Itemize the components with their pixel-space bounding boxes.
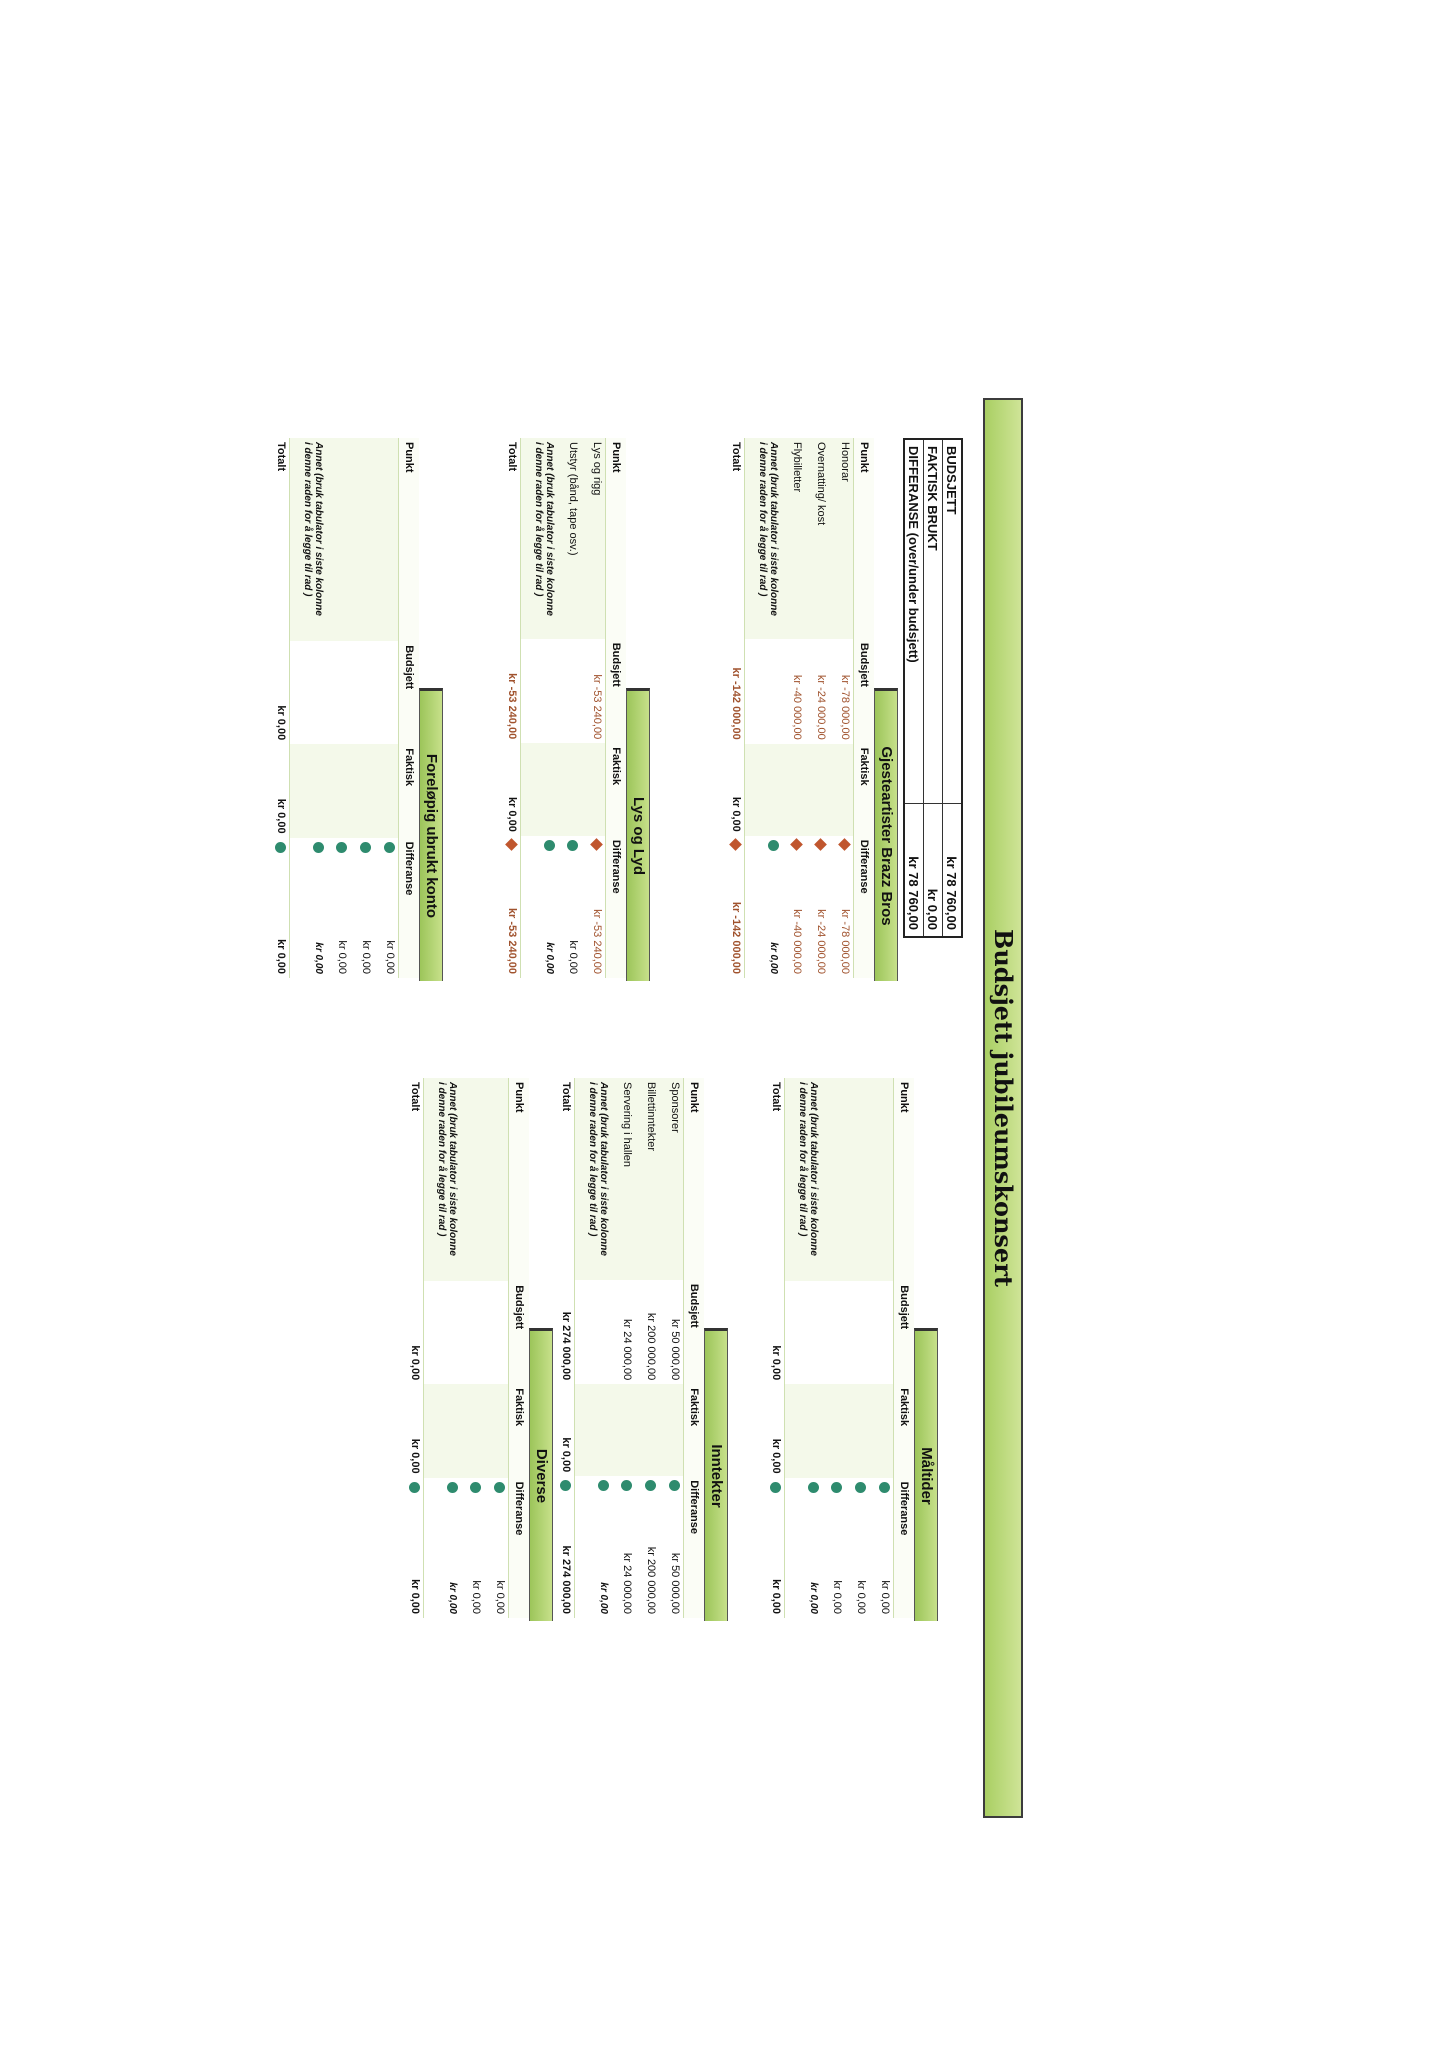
- status-dot-icon: [832, 1482, 843, 1493]
- differanse-wrap: [621, 1480, 633, 1614]
- section-table: [496, 438, 626, 978]
- faktisk-cell[interactable]: [484, 1384, 509, 1477]
- warning-diamond-icon: [591, 838, 604, 851]
- differanse-cell[interactable]: [350, 838, 374, 978]
- punkt-cell[interactable]: Utstyr (bånd, tape osv.): [557, 438, 581, 639]
- differanse-value: kr 0,00: [275, 939, 287, 974]
- section-table: [399, 1078, 529, 1618]
- column-header-faktisk: Faktisk: [854, 744, 875, 836]
- budsjett-cell[interactable]: kr -78 000,00: [839, 674, 851, 740]
- annet-line2: i denne raden for å legge til rad ): [797, 1082, 808, 1237]
- budsjett-cell[interactable]: [460, 1281, 484, 1384]
- annet-label[interactable]: [575, 1078, 612, 1280]
- annet-row: [575, 1078, 612, 1618]
- differanse-cell[interactable]: [557, 836, 581, 978]
- annet-line1: Annet (bruk tabulator i siste kolonne: [768, 442, 779, 616]
- table-row: [460, 1078, 484, 1618]
- warning-diamond-icon: [730, 838, 743, 851]
- differanse-value: kr -78 000,00: [839, 909, 851, 974]
- totalt-faktisk[interactable]: kr 0,00: [399, 1384, 424, 1477]
- table-row: [821, 1078, 845, 1618]
- status-dot-icon: [410, 1482, 421, 1493]
- totalt-label: Totalt: [760, 1078, 785, 1281]
- punkt-cell[interactable]: Overnatting/ kost: [805, 438, 829, 639]
- differanse-cell[interactable]: [760, 1478, 785, 1618]
- faktisk-cell[interactable]: [829, 744, 854, 836]
- page-title: Budsjett jubileumskonsert: [983, 398, 1023, 1818]
- section-table: [720, 438, 874, 978]
- section-diverse: [399, 1078, 553, 1618]
- differanse-value: kr 0,00: [770, 1579, 782, 1614]
- budsjett-cell[interactable]: [845, 1281, 869, 1384]
- faktisk-cell[interactable]: [781, 744, 805, 836]
- differanse-cell[interactable]: [399, 1478, 424, 1618]
- faktisk-cell[interactable]: [460, 1384, 484, 1477]
- budsjett-cell[interactable]: kr -24 000,00: [815, 674, 827, 740]
- section-gjesteartister: [720, 438, 898, 978]
- budsjett-cell[interactable]: kr -40 000,00: [791, 674, 803, 740]
- status-dot-icon: [808, 1482, 819, 1493]
- column-header-budsjett: Budsjett: [606, 639, 627, 743]
- table-row: [635, 1078, 659, 1618]
- budsjett-cell[interactable]: [326, 641, 350, 744]
- differanse-cell[interactable]: [785, 1478, 822, 1618]
- differanse-wrap: [770, 1482, 782, 1614]
- differanse-wrap: [360, 842, 372, 974]
- budsjett-cell[interactable]: kr -53 240,00: [591, 674, 603, 740]
- faktisk-cell[interactable]: [557, 743, 581, 836]
- differanse-wrap: [808, 1482, 819, 1614]
- annet-line1: Annet (bruk tabulator i siste kolonne: [598, 1082, 609, 1256]
- annet-line2: i denne raden for å legge til rad ): [436, 1082, 447, 1237]
- budsjett-cell[interactable]: [785, 1281, 822, 1384]
- differanse-cell[interactable]: [424, 1478, 461, 1618]
- totalt-label: Totalt: [720, 438, 745, 639]
- differanse-wrap: [831, 1482, 843, 1614]
- status-dot-icon: [856, 1482, 867, 1493]
- budsjett-cell[interactable]: [424, 1281, 461, 1384]
- section-title: Inntekter: [704, 1328, 728, 1621]
- table-row: [845, 1078, 869, 1618]
- differanse-wrap: [768, 840, 779, 974]
- column-header-punkt: Punkt: [606, 438, 627, 639]
- differanse-value: kr 0,00: [544, 942, 555, 974]
- differanse-cell[interactable]: [659, 1476, 684, 1618]
- differanse-cell[interactable]: [290, 838, 327, 978]
- summary-budsjett-value[interactable]: kr 78 760,00: [943, 804, 963, 938]
- differanse-value: kr 0,00: [598, 1582, 609, 1614]
- column-header-budsjett: Budsjett: [509, 1281, 530, 1384]
- differanse-value: kr 0,00: [494, 1580, 506, 1614]
- annet-line2: i denne raden for å legge til rad ): [533, 442, 544, 597]
- totalt-row: [760, 1078, 785, 1618]
- totalt-budsjett[interactable]: kr 0,00: [265, 641, 290, 744]
- differanse-value: kr -53 240,00: [506, 907, 518, 974]
- differanse-wrap: [494, 1482, 506, 1614]
- budsjett-cell[interactable]: [869, 1281, 894, 1384]
- differanse-wrap: [506, 840, 518, 974]
- table-row: [484, 1078, 509, 1618]
- punkt-cell[interactable]: [869, 1078, 894, 1281]
- summary-differanse-row: [904, 439, 924, 937]
- differanse-wrap: [855, 1482, 867, 1614]
- punkt-cell[interactable]: Sponsorer: [659, 1078, 684, 1280]
- differanse-wrap: [791, 840, 803, 974]
- summary-faktisk-row: [924, 439, 943, 937]
- header-row: [399, 438, 420, 978]
- totalt-budsjett[interactable]: kr 0,00: [760, 1281, 785, 1384]
- column-header-faktisk: Faktisk: [399, 744, 420, 837]
- annet-line1: Annet (bruk tabulator i siste kolonne: [313, 442, 324, 616]
- column-header-differanse: Differanse: [684, 1476, 705, 1618]
- faktisk-cell[interactable]: [635, 1384, 659, 1476]
- totalt-budsjett[interactable]: kr 274 000,00: [550, 1280, 575, 1384]
- differanse-value: kr 50 000,00: [669, 1552, 681, 1614]
- differanse-value: kr 24 000,00: [621, 1552, 633, 1614]
- faktisk-cell[interactable]: [845, 1384, 869, 1477]
- section-inntekter: [550, 1078, 728, 1618]
- section-table: [265, 438, 419, 978]
- summary-budsjett-label: BUDSJETT: [943, 439, 963, 804]
- budsjett-cell[interactable]: [484, 1281, 509, 1384]
- differanse-cell[interactable]: [484, 1478, 509, 1618]
- status-dot-icon: [568, 840, 579, 851]
- column-header-budsjett: Budsjett: [854, 639, 875, 744]
- differanse-value: kr 0,00: [879, 1580, 891, 1614]
- annet-label[interactable]: [745, 438, 782, 639]
- table-row: [781, 438, 805, 978]
- differanse-value: kr 0,00: [808, 1582, 819, 1614]
- differanse-wrap: [567, 840, 579, 974]
- status-dot-icon: [771, 1482, 782, 1493]
- annet-line1: Annet (bruk tabulator i siste kolonne: [447, 1082, 458, 1256]
- totalt-label: Totalt: [399, 1078, 424, 1281]
- differanse-value: kr -142 000,00: [730, 901, 742, 974]
- differanse-wrap: [879, 1482, 891, 1614]
- annet-line1: Annet (bruk tabulator i siste kolonne: [544, 442, 555, 616]
- section-table: [550, 1078, 704, 1618]
- column-header-punkt: Punkt: [509, 1078, 530, 1281]
- status-dot-icon: [313, 842, 324, 853]
- punkt-cell[interactable]: [374, 438, 399, 641]
- status-dot-icon: [768, 840, 779, 851]
- header-row: [684, 1078, 705, 1618]
- column-header-faktisk: Faktisk: [684, 1384, 705, 1476]
- totalt-budsjett[interactable]: kr -53 240,00: [496, 639, 521, 743]
- annet-label[interactable]: [785, 1078, 822, 1281]
- status-dot-icon: [880, 1482, 891, 1493]
- punkt-cell[interactable]: Flybilletter: [781, 438, 805, 639]
- differanse-wrap: [815, 840, 827, 974]
- differanse-value: kr 0,00: [768, 942, 779, 974]
- differanse-value: kr 0,00: [360, 940, 372, 974]
- budsjett-cell[interactable]: [557, 639, 581, 743]
- differanse-cell[interactable]: [635, 1476, 659, 1618]
- differanse-cell[interactable]: [611, 1476, 635, 1618]
- totalt-row: [265, 438, 290, 978]
- budsjett-cell[interactable]: kr 24 000,00: [621, 1319, 633, 1381]
- budsjett-cell[interactable]: [575, 1280, 612, 1384]
- totalt-row: [496, 438, 521, 978]
- faktisk-cell[interactable]: [869, 1384, 894, 1477]
- budsjett-cell[interactable]: [821, 1281, 845, 1384]
- table-row: [805, 438, 829, 978]
- differanse-value: kr 0,00: [384, 940, 396, 974]
- differanse-cell[interactable]: [821, 1478, 845, 1618]
- section-title: Måltider: [914, 1328, 938, 1621]
- differanse-wrap: [470, 1482, 482, 1614]
- annet-line2: i denne raden for å legge til rad ): [757, 442, 768, 597]
- punkt-cell[interactable]: [845, 1078, 869, 1281]
- column-header-differanse: Differanse: [894, 1478, 915, 1618]
- faktisk-cell[interactable]: [350, 744, 374, 837]
- table-row: [659, 1078, 684, 1618]
- differanse-wrap: [275, 842, 287, 974]
- faktisk-cell[interactable]: [290, 744, 327, 837]
- faktisk-cell[interactable]: [745, 744, 782, 836]
- column-header-budsjett: Budsjett: [684, 1280, 705, 1384]
- faktisk-cell[interactable]: [326, 744, 350, 837]
- differanse-cell[interactable]: [550, 1476, 575, 1618]
- summary-table: [903, 438, 963, 938]
- status-dot-icon: [598, 1480, 609, 1491]
- status-dot-icon: [561, 1480, 572, 1491]
- differanse-cell[interactable]: [326, 838, 350, 978]
- totalt-row: [399, 1078, 424, 1618]
- warning-diamond-icon: [839, 838, 852, 851]
- budsjett-cell[interactable]: [290, 641, 327, 744]
- totalt-label: Totalt: [265, 438, 290, 641]
- column-header-faktisk: Faktisk: [606, 743, 627, 836]
- column-header-punkt: Punkt: [854, 438, 875, 639]
- totalt-budsjett[interactable]: kr 0,00: [399, 1281, 424, 1384]
- budsjett-cell[interactable]: kr 50 000,00: [669, 1319, 681, 1381]
- differanse-value: kr 0,00: [409, 1579, 421, 1614]
- differanse-cell[interactable]: [805, 836, 829, 978]
- faktisk-cell[interactable]: [805, 744, 829, 836]
- differanse-wrap: [313, 842, 324, 974]
- section-title: Diverse: [529, 1328, 553, 1621]
- punkt-cell[interactable]: [460, 1078, 484, 1281]
- differanse-value: kr 200 000,00: [645, 1546, 657, 1614]
- column-header-differanse: Differanse: [854, 836, 875, 978]
- totalt-faktisk[interactable]: kr 0,00: [265, 744, 290, 837]
- annet-row: [521, 438, 558, 978]
- warning-diamond-icon: [815, 838, 828, 851]
- punkt-cell[interactable]: Lys og rigg: [581, 438, 606, 639]
- warning-diamond-icon: [506, 838, 519, 851]
- status-dot-icon: [385, 842, 396, 853]
- differanse-value: kr -40 000,00: [791, 909, 803, 974]
- header-row: [854, 438, 875, 978]
- differanse-cell[interactable]: [460, 1478, 484, 1618]
- totalt-faktisk[interactable]: kr 0,00: [720, 744, 745, 836]
- summary-differanse-label: DIFFERANSE (over/under budsjett): [904, 439, 924, 804]
- annet-row: [785, 1078, 822, 1618]
- status-dot-icon: [276, 842, 287, 853]
- column-header-punkt: Punkt: [894, 1078, 915, 1281]
- column-header-budsjett: Budsjett: [894, 1281, 915, 1384]
- differanse-wrap: [560, 1480, 572, 1614]
- differanse-value: kr 0,00: [831, 1580, 843, 1614]
- table-row: [611, 1078, 635, 1618]
- punkt-cell[interactable]: [484, 1078, 509, 1281]
- status-dot-icon: [670, 1480, 681, 1491]
- faktisk-cell[interactable]: [659, 1384, 684, 1476]
- differanse-wrap: [730, 840, 742, 974]
- differanse-cell[interactable]: [869, 1478, 894, 1618]
- differanse-cell[interactable]: [829, 836, 854, 978]
- differanse-wrap: [447, 1482, 458, 1614]
- differanse-value: kr 0,00: [470, 1580, 482, 1614]
- annet-line1: Annet (bruk tabulator i siste kolonne: [808, 1082, 819, 1256]
- budsjett-cell[interactable]: [350, 641, 374, 744]
- table-row: [581, 438, 606, 978]
- differanse-cell[interactable]: [745, 836, 782, 978]
- totalt-faktisk[interactable]: kr 0,00: [550, 1384, 575, 1476]
- column-header-punkt: Punkt: [399, 438, 420, 641]
- status-dot-icon: [544, 840, 555, 851]
- differanse-cell[interactable]: [265, 838, 290, 978]
- section-title: Lys og Lyd: [626, 688, 650, 981]
- section-title: Foreløpig ubrukt konto: [419, 688, 443, 981]
- status-dot-icon: [471, 1482, 482, 1493]
- annet-row: [745, 438, 782, 978]
- section-lys-og-lyd: [496, 438, 650, 978]
- budsjett-cell[interactable]: kr 200 000,00: [645, 1312, 657, 1381]
- totalt-faktisk[interactable]: kr 0,00: [760, 1384, 785, 1477]
- faktisk-cell[interactable]: [521, 743, 558, 836]
- annet-row: [424, 1078, 461, 1618]
- differanse-value: kr 0,00: [313, 942, 324, 974]
- table-row: [350, 438, 374, 978]
- header-row: [606, 438, 627, 978]
- differanse-wrap: [384, 842, 396, 974]
- table-row: [326, 438, 350, 978]
- status-dot-icon: [361, 842, 372, 853]
- differanse-wrap: [591, 840, 603, 974]
- punkt-cell[interactable]: Servering i hallen: [611, 1078, 635, 1280]
- section-forelopig-ubrukt-konto: [265, 438, 443, 978]
- differanse-cell[interactable]: [496, 836, 521, 978]
- column-header-punkt: Punkt: [684, 1078, 705, 1280]
- differanse-value: kr -53 240,00: [591, 909, 603, 974]
- budsjett-cell[interactable]: [374, 641, 399, 744]
- differanse-value: kr 0,00: [567, 940, 579, 974]
- status-dot-icon: [646, 1480, 657, 1491]
- section-maltider: [760, 1078, 938, 1618]
- differanse-cell[interactable]: [374, 838, 399, 978]
- column-header-differanse: Differanse: [399, 838, 420, 978]
- summary-faktisk-label: FAKTISK BRUKT: [924, 439, 943, 804]
- annet-line2: i denne raden for å legge til rad ): [587, 1082, 598, 1237]
- differanse-cell[interactable]: [581, 836, 606, 978]
- faktisk-cell[interactable]: [581, 743, 606, 836]
- differanse-value: kr 0,00: [447, 1582, 458, 1614]
- annet-row: [290, 438, 327, 978]
- warning-diamond-icon: [791, 838, 804, 851]
- annet-label[interactable]: [521, 438, 558, 639]
- differanse-wrap: [409, 1482, 421, 1614]
- table-row: [374, 438, 399, 978]
- totalt-label: Totalt: [496, 438, 521, 639]
- table-row: [869, 1078, 894, 1618]
- differanse-wrap: [839, 840, 851, 974]
- column-header-budsjett: Budsjett: [399, 641, 420, 744]
- header-row: [894, 1078, 915, 1618]
- status-dot-icon: [337, 842, 348, 853]
- punkt-cell[interactable]: [326, 438, 350, 641]
- totalt-row: [550, 1078, 575, 1618]
- budget-sheet: [245, 398, 1023, 1818]
- budsjett-cell[interactable]: [745, 639, 782, 744]
- differanse-wrap: [645, 1480, 657, 1614]
- section-table: [760, 1078, 914, 1618]
- totalt-row: [720, 438, 745, 978]
- status-dot-icon: [622, 1480, 633, 1491]
- column-header-faktisk: Faktisk: [509, 1384, 530, 1477]
- faktisk-cell[interactable]: [611, 1384, 635, 1476]
- differanse-cell[interactable]: [521, 836, 558, 978]
- budsjett-cell[interactable]: [521, 639, 558, 743]
- differanse-value: kr 0,00: [855, 1580, 867, 1614]
- summary-budsjett-row: [943, 439, 963, 937]
- table-row: [829, 438, 854, 978]
- summary-faktisk-value[interactable]: kr 0,00: [924, 804, 943, 938]
- annet-label[interactable]: [424, 1078, 461, 1281]
- section-title: Gjesteartister Brazz Bros: [874, 688, 898, 981]
- status-dot-icon: [447, 1482, 458, 1493]
- faktisk-cell[interactable]: [374, 744, 399, 837]
- differanse-wrap: [669, 1480, 681, 1614]
- differanse-wrap: [336, 842, 348, 974]
- header-row: [509, 1078, 530, 1618]
- punkt-cell[interactable]: [350, 438, 374, 641]
- column-header-differanse: Differanse: [509, 1478, 530, 1618]
- differanse-wrap: [544, 840, 555, 974]
- faktisk-cell[interactable]: [785, 1384, 822, 1477]
- punkt-cell[interactable]: [821, 1078, 845, 1281]
- faktisk-cell[interactable]: [821, 1384, 845, 1477]
- annet-label[interactable]: [290, 438, 327, 641]
- table-row: [557, 438, 581, 978]
- faktisk-cell[interactable]: [424, 1384, 461, 1477]
- faktisk-cell[interactable]: [575, 1384, 612, 1476]
- status-dot-icon: [495, 1482, 506, 1493]
- totalt-budsjett[interactable]: kr -142 000,00: [720, 639, 745, 744]
- differanse-cell[interactable]: [845, 1478, 869, 1618]
- punkt-cell[interactable]: Billettinntekter: [635, 1078, 659, 1280]
- differanse-wrap: [598, 1480, 609, 1614]
- totalt-faktisk[interactable]: kr 0,00: [496, 743, 521, 836]
- differanse-cell[interactable]: [720, 836, 745, 978]
- punkt-cell[interactable]: Honorar: [829, 438, 854, 639]
- differanse-value: kr -24 000,00: [815, 909, 827, 974]
- differanse-value: kr 274 000,00: [560, 1545, 572, 1614]
- column-header-faktisk: Faktisk: [894, 1384, 915, 1477]
- summary-differanse-value[interactable]: kr 78 760,00: [904, 804, 924, 938]
- column-header-differanse: Differanse: [606, 836, 627, 978]
- differanse-cell[interactable]: [575, 1476, 612, 1618]
- annet-line2: i denne raden for å legge til rad ): [302, 442, 313, 597]
- differanse-value: kr 0,00: [336, 940, 348, 974]
- differanse-cell[interactable]: [781, 836, 805, 978]
- totalt-label: Totalt: [550, 1078, 575, 1280]
